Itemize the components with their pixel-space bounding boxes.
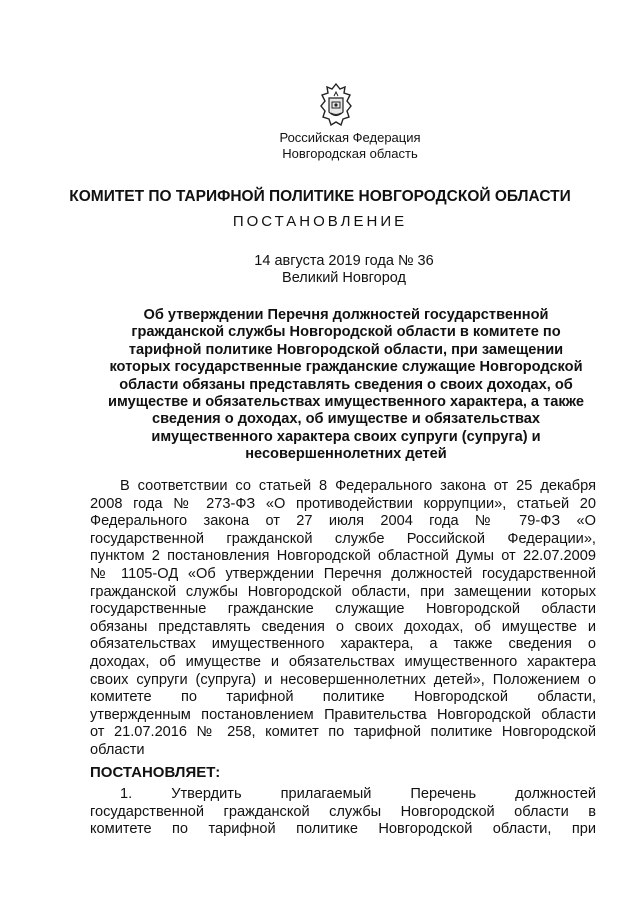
coat-of-arms-icon xyxy=(314,82,358,130)
item-line: 1. Утвердить прилагаемый Перечень должностей xyxy=(120,786,596,802)
title-line: которых государственные гражданские служащие Новгородской xyxy=(109,359,583,376)
body-line: своих супруги (супруга) и несовершеннолетних детей», Положением о xyxy=(90,671,596,688)
body-line: гражданской службы Новгородской области, при замещении которых xyxy=(90,583,596,600)
preamble-paragraph xyxy=(90,478,596,760)
body-line: обязаны представлять сведения о своих доходах, об имуществе и xyxy=(90,618,596,635)
title-line: гражданской службы Новгородской области в комитете по xyxy=(131,324,561,341)
body-line: государственные гражданские служащие Новгородской области xyxy=(90,601,596,618)
title-line: сведения о доходах, об имуществе и обязательствах xyxy=(152,411,540,428)
decree-label: ПОСТАНОВЛЯЕТ: xyxy=(90,764,221,781)
title-line: тарифной политике Новгородской области, при замещении xyxy=(128,341,564,358)
body-line: доходах, об имуществе и обязательствах имущественного характера xyxy=(90,653,596,670)
decree-item-1 xyxy=(90,786,596,839)
body-line: утвержденным постановлением Правительства Новгородской области xyxy=(90,706,596,723)
body-line: от 21.07.2016 № 258, комитет по тарифной политике Новгородской xyxy=(90,724,596,741)
item-line: государственной гражданской службы Новгородской области в xyxy=(90,803,596,820)
body-line: 2008 года № 273-ФЗ «О противодействии коррупции», статьей 20 xyxy=(90,495,596,512)
title-line: несовершеннолетних детей xyxy=(245,446,447,463)
document-date-number: 14 августа 2019 года № 36 xyxy=(254,253,434,269)
document-title xyxy=(96,307,596,464)
committee-name: КОМИТЕТ ПО ТАРИФНОЙ ПОЛИТИКЕ НОВГОРОДСКОЙ ОБЛАСТИ xyxy=(69,188,571,205)
title-line: области обязаны представлять сведения о своих доходах, об xyxy=(119,376,573,393)
body-line: пунктом 2 постановления Новгородской областной Думы от 22.07.2009 xyxy=(90,548,596,565)
body-line: области xyxy=(90,741,145,758)
item-line: комитете по тарифной политике Новгородской области, при xyxy=(90,821,596,838)
body-line: государственной гражданской службе Российской Федерации», xyxy=(90,530,596,547)
body-line: № 1105-ОД «Об утверждении Перечня должностей государственной xyxy=(90,565,596,582)
title-line: Об утверждении Перечня должностей государственной xyxy=(143,307,549,323)
title-line: имуществе и обязательствах имущественного характера, а также xyxy=(108,394,584,411)
body-line: В соответствии со статьей 8 Федерального закона от 25 декабря xyxy=(120,478,596,494)
document-type: ПОСТАНОВЛЕНИЕ xyxy=(232,213,408,230)
body-line: комитете по тарифной политике Новгородской области, xyxy=(90,689,596,706)
country-name: Российская Федерация xyxy=(279,130,421,145)
region-name: Новгородская область xyxy=(282,146,418,161)
title-line: имущественного характера своих супруги (супруга) и xyxy=(151,428,541,445)
body-line: Федерального закона от 27 июля 2004 года № 79-ФЗ «О xyxy=(90,513,596,530)
document-city: Великий Новгород xyxy=(282,270,406,286)
body-line: обязательствах имущественного характера, а также сведения о xyxy=(90,636,596,653)
